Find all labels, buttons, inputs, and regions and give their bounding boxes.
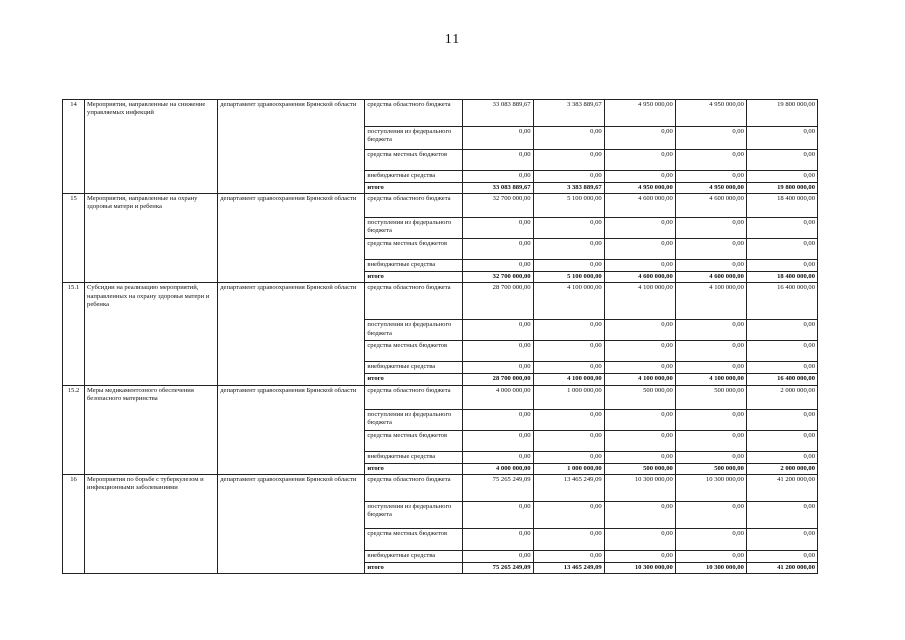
amount-cell: 0,00 bbox=[462, 260, 533, 272]
amount-cell: 0,00 bbox=[675, 320, 746, 341]
amount-cell: 4 000 000,00 bbox=[462, 385, 533, 409]
amount-cell: 4 950 000,00 bbox=[675, 100, 746, 127]
amount-cell: 0,00 bbox=[604, 239, 675, 260]
page-number: 11 bbox=[444, 32, 461, 47]
section-index: 15 bbox=[63, 194, 85, 283]
amount-cell: 0,00 bbox=[462, 501, 533, 528]
amount-cell: 0,00 bbox=[533, 239, 604, 260]
section-index: 16 bbox=[63, 474, 85, 573]
amount-cell: 33 083 889,67 bbox=[462, 100, 533, 127]
amount-cell: 0,00 bbox=[604, 409, 675, 430]
amount-cell: 0,00 bbox=[533, 341, 604, 362]
amount-cell: 0,00 bbox=[604, 127, 675, 150]
amount-cell: 19 800 000,00 bbox=[746, 100, 817, 127]
amount-cell: 500 000,00 bbox=[675, 385, 746, 409]
amount-cell: 0,00 bbox=[533, 320, 604, 341]
funding-source: средства областного бюджета bbox=[365, 385, 462, 409]
amount-cell: 0,00 bbox=[604, 150, 675, 171]
funding-source: поступления из федерального бюджета bbox=[365, 127, 462, 150]
amount-cell: 0,00 bbox=[746, 451, 817, 463]
amount-cell: 0,00 bbox=[533, 127, 604, 150]
amount-cell: 28 700 000,00 bbox=[462, 374, 533, 385]
amount-cell: 0,00 bbox=[604, 260, 675, 272]
amount-cell: 4 950 000,00 bbox=[604, 183, 675, 194]
funding-source: поступления из федерального бюджета bbox=[365, 218, 462, 239]
amount-cell: 32 700 000,00 bbox=[462, 194, 533, 218]
amount-cell: 0,00 bbox=[746, 550, 817, 562]
funding-source: поступления из федерального бюджета bbox=[365, 409, 462, 430]
amount-cell: 0,00 bbox=[462, 218, 533, 239]
amount-cell: 4 100 000,00 bbox=[604, 374, 675, 385]
amount-cell: 41 200 000,00 bbox=[746, 474, 817, 501]
amount-cell: 0,00 bbox=[533, 218, 604, 239]
amount-cell: 0,00 bbox=[462, 320, 533, 341]
amount-cell: 0,00 bbox=[604, 550, 675, 562]
amount-cell: 1 000 000,00 bbox=[533, 385, 604, 409]
amount-cell: 0,00 bbox=[462, 127, 533, 150]
section-index: 14 bbox=[63, 100, 85, 194]
amount-cell: 0,00 bbox=[675, 218, 746, 239]
amount-cell: 16 400 000,00 bbox=[746, 374, 817, 385]
budget-table-body bbox=[63, 100, 818, 574]
table-row bbox=[63, 194, 818, 218]
amount-cell: 0,00 bbox=[675, 501, 746, 528]
amount-cell: 0,00 bbox=[675, 260, 746, 272]
funding-source: внебюджетные средства bbox=[365, 451, 462, 463]
amount-cell: 4 600 000,00 bbox=[604, 272, 675, 283]
amount-cell: 0,00 bbox=[533, 451, 604, 463]
amount-cell: 0,00 bbox=[533, 260, 604, 272]
section-department: департамент здравоохранения Брянской области bbox=[218, 385, 365, 474]
amount-cell: 0,00 bbox=[675, 451, 746, 463]
funding-source: внебюджетные средства bbox=[365, 260, 462, 272]
funding-source: внебюджетные средства bbox=[365, 362, 462, 374]
amount-cell: 4 100 000,00 bbox=[675, 374, 746, 385]
section-name: Субсидии на реализацию мероприятий, направленных на охрану здоровья матери и ребенка bbox=[85, 283, 218, 385]
amount-cell: 3 383 889,67 bbox=[533, 100, 604, 127]
amount-cell: 28 700 000,00 bbox=[462, 283, 533, 320]
amount-cell: 0,00 bbox=[675, 362, 746, 374]
amount-cell: 0,00 bbox=[533, 501, 604, 528]
total-label: итого bbox=[365, 272, 462, 283]
amount-cell: 0,00 bbox=[746, 320, 817, 341]
table-row bbox=[63, 474, 818, 501]
funding-source: внебюджетные средства bbox=[365, 171, 462, 183]
amount-cell: 0,00 bbox=[533, 550, 604, 562]
amount-cell: 4 600 000,00 bbox=[604, 194, 675, 218]
amount-cell: 0,00 bbox=[675, 127, 746, 150]
amount-cell: 0,00 bbox=[604, 528, 675, 550]
funding-source: средства областного бюджета bbox=[365, 100, 462, 127]
amount-cell: 0,00 bbox=[604, 320, 675, 341]
amount-cell: 4 600 000,00 bbox=[675, 272, 746, 283]
amount-cell: 0,00 bbox=[604, 341, 675, 362]
total-label: итого bbox=[365, 183, 462, 194]
funding-source: средства местных бюджетов bbox=[365, 239, 462, 260]
amount-cell: 18 400 000,00 bbox=[746, 272, 817, 283]
amount-cell: 0,00 bbox=[746, 430, 817, 451]
amount-cell: 0,00 bbox=[604, 430, 675, 451]
amount-cell: 10 300 000,00 bbox=[675, 474, 746, 501]
amount-cell: 2 000 000,00 bbox=[746, 463, 817, 474]
table-row bbox=[63, 385, 818, 409]
funding-source: поступления из федерального бюджета bbox=[365, 320, 462, 341]
amount-cell: 13 465 249,09 bbox=[533, 474, 604, 501]
amount-cell: 16 400 000,00 bbox=[746, 283, 817, 320]
amount-cell: 75 265 249,09 bbox=[462, 562, 533, 573]
amount-cell: 10 300 000,00 bbox=[604, 562, 675, 573]
funding-source: средства местных бюджетов bbox=[365, 430, 462, 451]
amount-cell: 4 950 000,00 bbox=[604, 100, 675, 127]
table-row bbox=[63, 100, 818, 127]
amount-cell: 0,00 bbox=[462, 239, 533, 260]
section-department: департамент здравоохранения Брянской области bbox=[218, 194, 365, 283]
amount-cell: 0,00 bbox=[746, 409, 817, 430]
amount-cell: 0,00 bbox=[462, 528, 533, 550]
amount-cell: 0,00 bbox=[604, 362, 675, 374]
section-department: департамент здравоохранения Брянской области bbox=[218, 100, 365, 194]
amount-cell: 0,00 bbox=[675, 409, 746, 430]
amount-cell: 500 000,00 bbox=[604, 463, 675, 474]
budget-table bbox=[62, 99, 818, 574]
amount-cell: 4 100 000,00 bbox=[604, 283, 675, 320]
amount-cell: 500 000,00 bbox=[604, 385, 675, 409]
amount-cell: 5 100 000,00 bbox=[533, 272, 604, 283]
amount-cell: 0,00 bbox=[746, 218, 817, 239]
funding-source: поступления из федерального бюджета bbox=[365, 501, 462, 528]
section-index: 15.1 bbox=[63, 283, 85, 385]
funding-source: средства местных бюджетов bbox=[365, 150, 462, 171]
section-department: департамент здравоохранения Брянской области bbox=[218, 474, 365, 573]
total-label: итого bbox=[365, 374, 462, 385]
amount-cell: 0,00 bbox=[462, 451, 533, 463]
section-name: Мероприятия, направленные на охрану здоровья матери и ребенка bbox=[85, 194, 218, 283]
amount-cell: 4 100 000,00 bbox=[533, 374, 604, 385]
amount-cell: 0,00 bbox=[604, 501, 675, 528]
amount-cell: 10 300 000,00 bbox=[604, 474, 675, 501]
amount-cell: 0,00 bbox=[462, 171, 533, 183]
amount-cell: 0,00 bbox=[746, 239, 817, 260]
amount-cell: 0,00 bbox=[462, 150, 533, 171]
amount-cell: 0,00 bbox=[462, 409, 533, 430]
amount-cell: 0,00 bbox=[746, 171, 817, 183]
amount-cell: 5 100 000,00 bbox=[533, 194, 604, 218]
amount-cell: 4 100 000,00 bbox=[533, 283, 604, 320]
amount-cell: 0,00 bbox=[533, 362, 604, 374]
amount-cell: 4 000 000,00 bbox=[462, 463, 533, 474]
amount-cell: 0,00 bbox=[675, 171, 746, 183]
amount-cell: 0,00 bbox=[462, 341, 533, 362]
amount-cell: 0,00 bbox=[746, 341, 817, 362]
amount-cell: 0,00 bbox=[675, 528, 746, 550]
amount-cell: 4 600 000,00 bbox=[675, 194, 746, 218]
funding-source: внебюджетные средства bbox=[365, 550, 462, 562]
section-department: департамент здравоохранения Брянской области bbox=[218, 283, 365, 385]
amount-cell: 3 383 889,67 bbox=[533, 183, 604, 194]
funding-source: средства областного бюджета bbox=[365, 474, 462, 501]
amount-cell: 0,00 bbox=[746, 260, 817, 272]
funding-source: средства областного бюджета bbox=[365, 194, 462, 218]
total-label: итого bbox=[365, 463, 462, 474]
amount-cell: 0,00 bbox=[675, 341, 746, 362]
amount-cell: 0,00 bbox=[746, 127, 817, 150]
amount-cell: 0,00 bbox=[746, 528, 817, 550]
amount-cell: 0,00 bbox=[675, 150, 746, 171]
table-row bbox=[63, 283, 818, 320]
amount-cell: 0,00 bbox=[604, 451, 675, 463]
amount-cell: 0,00 bbox=[533, 430, 604, 451]
amount-cell: 0,00 bbox=[462, 362, 533, 374]
amount-cell: 32 700 000,00 bbox=[462, 272, 533, 283]
section-name: Меры медикаментозного обеспечения безопасного материнства bbox=[85, 385, 218, 474]
amount-cell: 0,00 bbox=[604, 218, 675, 239]
amount-cell: 4 100 000,00 bbox=[675, 283, 746, 320]
amount-cell: 0,00 bbox=[533, 409, 604, 430]
amount-cell: 0,00 bbox=[533, 528, 604, 550]
amount-cell: 75 265 249,09 bbox=[462, 474, 533, 501]
amount-cell: 33 083 889,67 bbox=[462, 183, 533, 194]
amount-cell: 0,00 bbox=[462, 550, 533, 562]
amount-cell: 500 000,00 bbox=[675, 463, 746, 474]
section-name: Мероприятия, направленные на снижение управляемых инфекций bbox=[85, 100, 218, 194]
amount-cell: 1 000 000,00 bbox=[533, 463, 604, 474]
amount-cell: 10 300 000,00 bbox=[675, 562, 746, 573]
amount-cell: 4 950 000,00 bbox=[675, 183, 746, 194]
amount-cell: 0,00 bbox=[533, 171, 604, 183]
amount-cell: 0,00 bbox=[746, 150, 817, 171]
amount-cell: 0,00 bbox=[746, 362, 817, 374]
funding-source: средства местных бюджетов bbox=[365, 528, 462, 550]
total-label: итого bbox=[365, 562, 462, 573]
amount-cell: 19 800 000,00 bbox=[746, 183, 817, 194]
amount-cell: 0,00 bbox=[746, 501, 817, 528]
amount-cell: 13 465 249,09 bbox=[533, 562, 604, 573]
amount-cell: 18 400 000,00 bbox=[746, 194, 817, 218]
funding-source: средства местных бюджетов bbox=[365, 341, 462, 362]
funding-source: средства областного бюджета bbox=[365, 283, 462, 320]
amount-cell: 0,00 bbox=[533, 150, 604, 171]
amount-cell: 0,00 bbox=[462, 430, 533, 451]
section-name: Мероприятия по борьбе с туберкулезом и инфекционными заболеваниями bbox=[85, 474, 218, 573]
amount-cell: 0,00 bbox=[604, 171, 675, 183]
amount-cell: 41 200 000,00 bbox=[746, 562, 817, 573]
amount-cell: 2 000 000,00 bbox=[746, 385, 817, 409]
amount-cell: 0,00 bbox=[675, 239, 746, 260]
amount-cell: 0,00 bbox=[675, 550, 746, 562]
section-index: 15.2 bbox=[63, 385, 85, 474]
amount-cell: 0,00 bbox=[675, 430, 746, 451]
